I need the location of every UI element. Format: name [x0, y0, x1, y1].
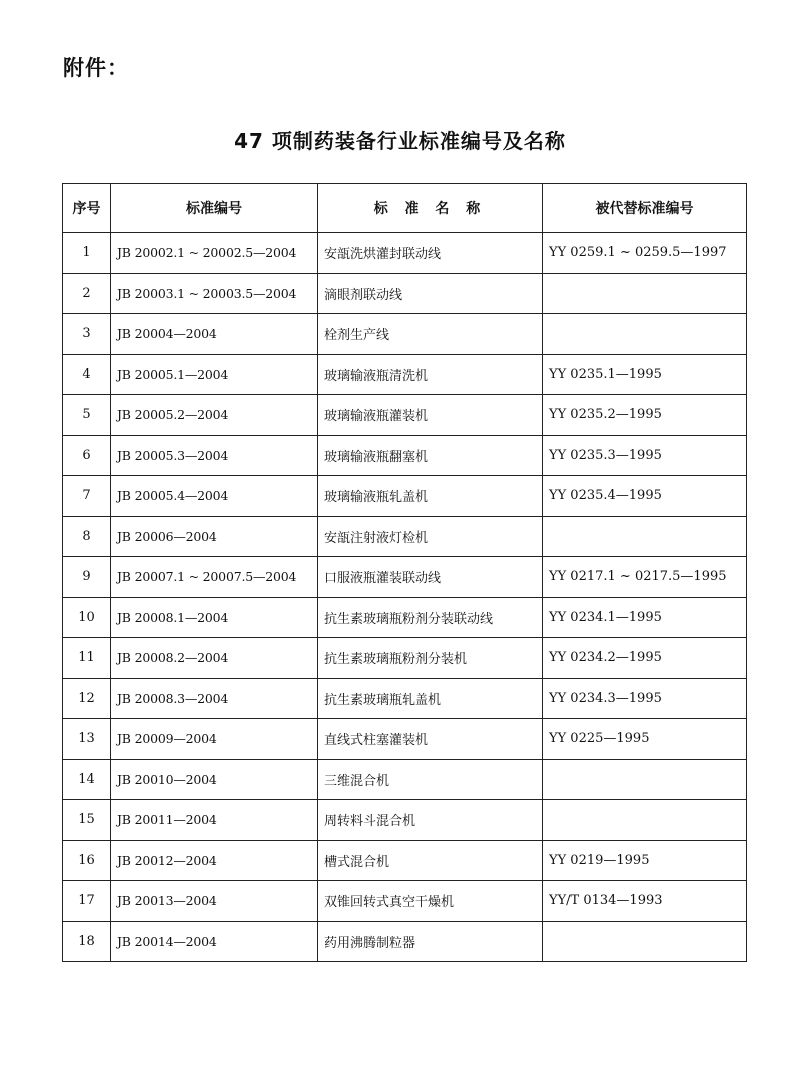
cell-seq: 15: [63, 800, 111, 841]
table-body: [63, 233, 747, 962]
cell-standard-code: JB 20008.3—2004: [111, 678, 318, 719]
cell-replaced-code: [543, 800, 747, 841]
cell-replaced-code: YY 0234.2—1995: [543, 638, 747, 679]
cell-standard-name: 槽式混合机: [318, 840, 543, 881]
cell-standard-code: JB 20008.2—2004: [111, 638, 318, 679]
cell-seq: 11: [63, 638, 111, 679]
table-row: [63, 800, 747, 841]
cell-seq: 3: [63, 314, 111, 355]
document-title: 47 项制药装备行业标准编号及名称: [234, 129, 566, 153]
table-row: [63, 314, 747, 355]
cell-replaced-code: YY 0259.1 ~ 0259.5—1997: [543, 233, 747, 274]
cell-replaced-code: YY 0235.3—1995: [543, 435, 747, 476]
cell-standard-code: JB 20005.3—2004: [111, 435, 318, 476]
cell-replaced-code: YY 0234.1—1995: [543, 597, 747, 638]
cell-replaced-code: YY 0234.3—1995: [543, 678, 747, 719]
cell-seq: 2: [63, 273, 111, 314]
cell-standard-code: JB 20013—2004: [111, 881, 318, 922]
cell-standard-name: 玻璃输液瓶灌装机: [318, 395, 543, 436]
cell-standard-name: 玻璃输液瓶翻塞机: [318, 435, 543, 476]
cell-standard-code: JB 20012—2004: [111, 840, 318, 881]
cell-standard-name: 三维混合机: [318, 759, 543, 800]
table-header-row: [63, 184, 747, 233]
cell-seq: 5: [63, 395, 111, 436]
table-row: [63, 638, 747, 679]
cell-replaced-code: YY 0219—1995: [543, 840, 747, 881]
cell-standard-name: 玻璃输液瓶轧盖机: [318, 476, 543, 517]
cell-standard-name: 口服液瓶灌装联动线: [318, 557, 543, 598]
header-replaced: 被代替标准编号: [543, 184, 747, 233]
cell-standard-code: JB 20005.4—2004: [111, 476, 318, 517]
cell-standard-code: JB 20008.1—2004: [111, 597, 318, 638]
cell-replaced-code: YY/T 0134—1993: [543, 881, 747, 922]
table-row: [63, 435, 747, 476]
table-row: [63, 273, 747, 314]
cell-seq: 16: [63, 840, 111, 881]
cell-standard-name: 安瓿注射液灯检机: [318, 516, 543, 557]
table-row: [63, 354, 747, 395]
cell-replaced-code: YY 0235.1—1995: [543, 354, 747, 395]
table-row: [63, 233, 747, 274]
cell-standard-name: 抗生素玻璃瓶轧盖机: [318, 678, 543, 719]
header-seq: 序号: [63, 184, 111, 233]
cell-seq: 10: [63, 597, 111, 638]
table-row: [63, 516, 747, 557]
cell-seq: 12: [63, 678, 111, 719]
table-row: [63, 557, 747, 598]
cell-seq: 8: [63, 516, 111, 557]
cell-standard-name: 栓剂生产线: [318, 314, 543, 355]
cell-seq: 6: [63, 435, 111, 476]
table-row: [63, 395, 747, 436]
cell-standard-code: JB 20010—2004: [111, 759, 318, 800]
table-row: [63, 719, 747, 760]
table-row: [63, 476, 747, 517]
table-row: [63, 678, 747, 719]
cell-replaced-code: [543, 273, 747, 314]
cell-seq: 17: [63, 881, 111, 922]
cell-standard-code: JB 20002.1 ~ 20002.5—2004: [111, 233, 318, 274]
cell-standard-name: 安瓿洗烘灌封联动线: [318, 233, 543, 274]
cell-standard-name: 双锥回转式真空干燥机: [318, 881, 543, 922]
cell-standard-name: 玻璃输液瓶清洗机: [318, 354, 543, 395]
cell-standard-name: 抗生素玻璃瓶粉剂分装联动线: [318, 597, 543, 638]
cell-standard-name: 直线式柱塞灌装机: [318, 719, 543, 760]
cell-standard-code: JB 20014—2004: [111, 921, 318, 962]
cell-replaced-code: [543, 516, 747, 557]
cell-seq: 18: [63, 921, 111, 962]
table-row: [63, 759, 747, 800]
cell-standard-code: JB 20005.2—2004: [111, 395, 318, 436]
table-row: [63, 597, 747, 638]
cell-standard-code: JB 20005.1—2004: [111, 354, 318, 395]
standards-table: [62, 183, 747, 962]
cell-standard-code: JB 20011—2004: [111, 800, 318, 841]
attachment-label: 附件：: [63, 56, 129, 80]
cell-standard-name: 抗生素玻璃瓶粉剂分装机: [318, 638, 543, 679]
cell-standard-name: 滴眼剂联动线: [318, 273, 543, 314]
cell-seq: 14: [63, 759, 111, 800]
cell-standard-name: 药用沸腾制粒器: [318, 921, 543, 962]
cell-replaced-code: [543, 314, 747, 355]
cell-replaced-code: YY 0225—1995: [543, 719, 747, 760]
cell-seq: 13: [63, 719, 111, 760]
cell-standard-code: JB 20003.1 ~ 20003.5—2004: [111, 273, 318, 314]
table-row: [63, 840, 747, 881]
table-row: [63, 881, 747, 922]
cell-seq: 9: [63, 557, 111, 598]
cell-replaced-code: YY 0235.4—1995: [543, 476, 747, 517]
cell-replaced-code: [543, 921, 747, 962]
cell-standard-code: JB 20004—2004: [111, 314, 318, 355]
cell-standard-code: JB 20007.1 ~ 20007.5—2004: [111, 557, 318, 598]
cell-replaced-code: YY 0235.2—1995: [543, 395, 747, 436]
header-name: 标 准 名 称: [318, 184, 543, 233]
cell-seq: 7: [63, 476, 111, 517]
table-row: [63, 921, 747, 962]
cell-replaced-code: YY 0217.1 ~ 0217.5—1995: [543, 557, 747, 598]
cell-standard-code: JB 20009—2004: [111, 719, 318, 760]
cell-seq: 4: [63, 354, 111, 395]
cell-standard-code: JB 20006—2004: [111, 516, 318, 557]
header-code: 标准编号: [111, 184, 318, 233]
cell-replaced-code: [543, 759, 747, 800]
cell-seq: 1: [63, 233, 111, 274]
cell-standard-name: 周转料斗混合机: [318, 800, 543, 841]
